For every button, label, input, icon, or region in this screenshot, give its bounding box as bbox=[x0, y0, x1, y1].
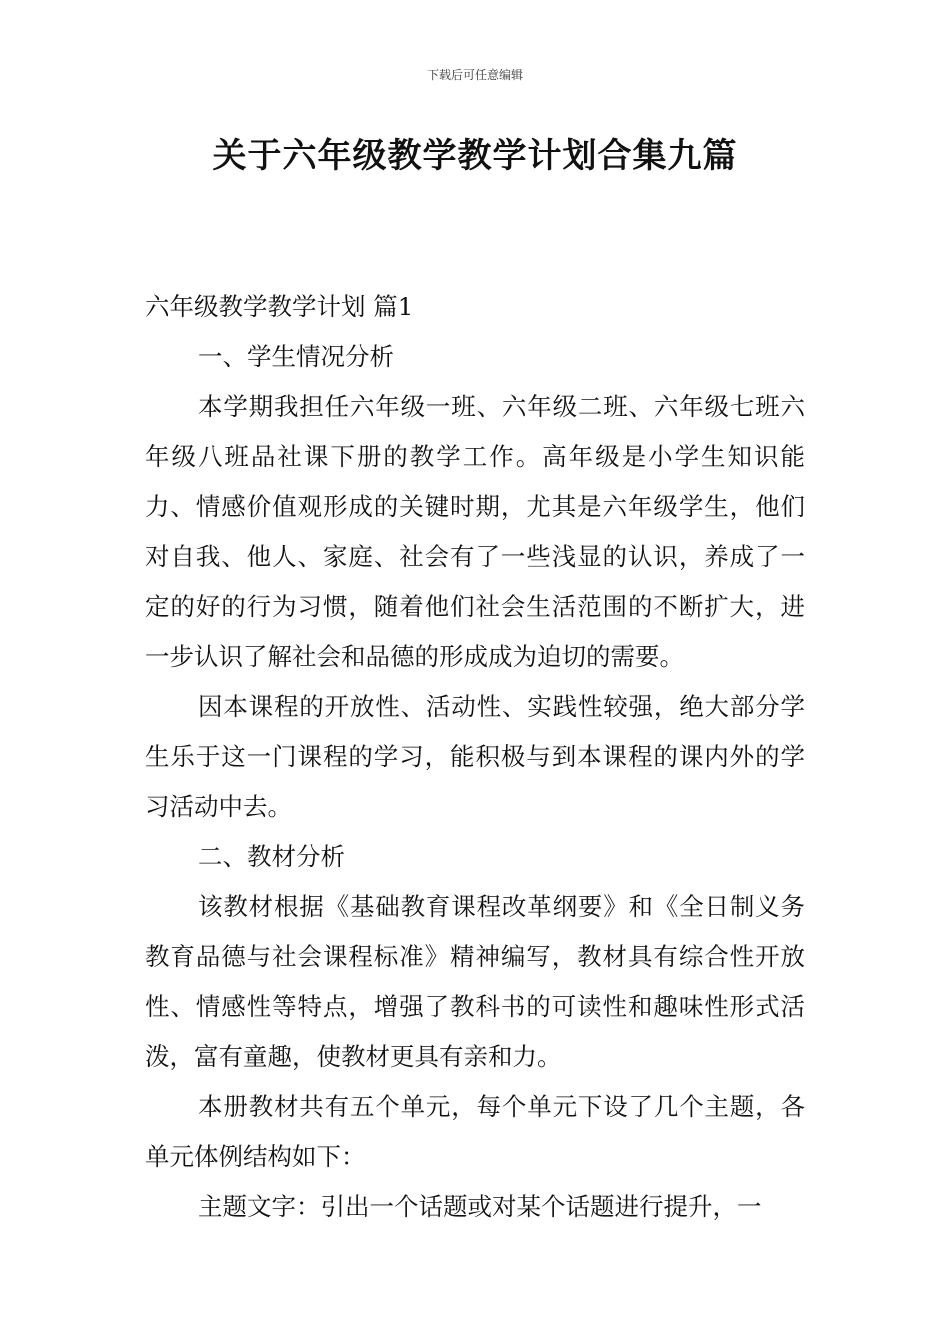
paragraph: 该教材根据《基础教育课程改革纲要》和《全日制义务教育品德与社会课程标准》精神编写，教材具有综合性开放性、情感性等特点，增强了教科书的可读性和趣味性形式活泼，富有童趣，使教材更具有亲和力。 bbox=[145, 892, 805, 1071]
paragraph: 主题文字：引出一个话题或对某个话题进行提升，一 bbox=[198, 1192, 762, 1221]
paragraph: 本册教材共有五个单元，每个单元下设了几个主题，各单元体例结构如下： bbox=[145, 1092, 805, 1171]
subheading-textbook-analysis: 二、教材分析 bbox=[198, 842, 345, 871]
subheading-student-analysis: 一、学生情况分析 bbox=[198, 342, 394, 371]
paragraph: 本学期我担任六年级一班、六年级二班、六年级七班六年级八班品社课下册的教学工作。高年级是小学生知识能力、情感价值观形成的关键时期，尤其是六年级学生，他们对自我、他人、家庭、社会有了一些浅显的认识，养成了一定的好的行为习惯，随着他们社会生活范围的不断扩大，进一步认识了解社会和品德的形成成为迫切的需要。 bbox=[145, 392, 805, 671]
document-body bbox=[145, 282, 805, 1232]
document-title: 关于六年级教学教学计划合集九篇 bbox=[212, 136, 738, 176]
paragraph: 因本课程的开放性、活动性、实践性较强，绝大部分学生乐于这一门课程的学习，能积极与到本课程的课内外的学习活动中去。 bbox=[145, 692, 805, 821]
section-heading: 六年级教学教学计划 篇1 bbox=[145, 292, 414, 321]
header-note: 下载后可任意编辑 bbox=[426, 68, 523, 82]
